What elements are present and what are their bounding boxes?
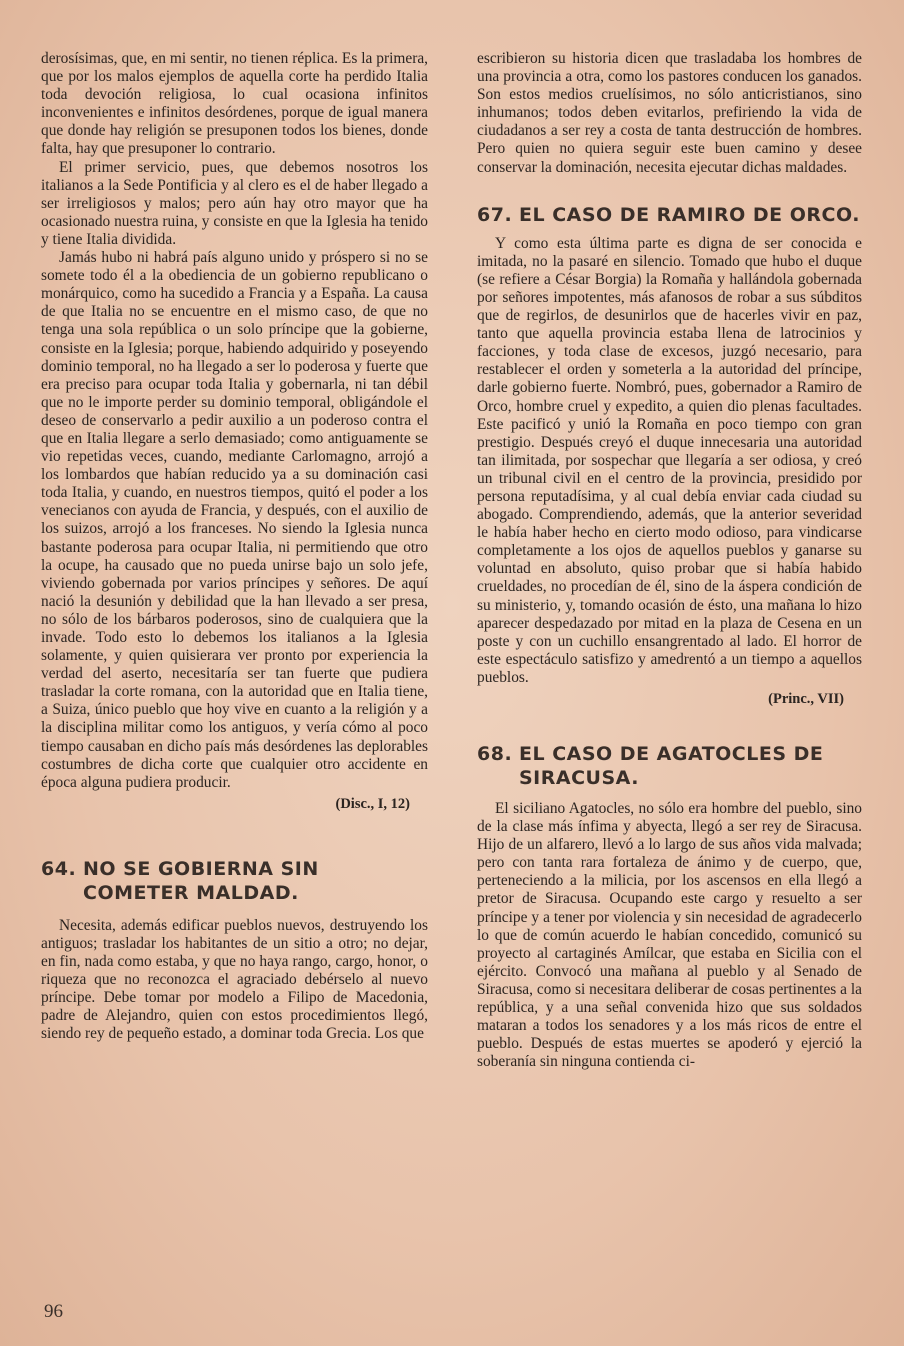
section-title: EL CASO DE RAMIRO DE ORCO. — [519, 203, 860, 226]
section-title: NO SE GOBIERNA SIN COMETER MALDAD. — [83, 857, 319, 904]
paragraph: Necesita, además edificar pueblos nuevos, destruyendo los antiguos; trasladar los habitantes de un sitio a otro; no dejar, en fin, nada como estaba, y que no haya rango, cargo, honor, o riqueza que no reconozca el agraciado debérselo al nuevo príncipe. Debe tomar por modelo a Filipo de Macedonia, padre de Alejandro, quien con estos procedimientos llegó, siendo rey de pequeño estado, a dominar toda Grecia. Los que — [41, 916, 428, 1043]
page-number: 96 — [44, 1301, 63, 1322]
paragraph: escribieron su historia dicen que trasladaba los hombres de una provincia a otra, como los pastores conducen los ganados. Son estos medios cruelísimos, no sólo anticristianos, sino inhumanos; todos deben evitarlos, prefiriendo la vida de ciudadanos a ser rey a costa de tanta destrucción de hombres. Pero quien no quiera seguir este buen camino y desee conservar la dominación, necesita ejecutar dichas maldades. — [477, 50, 862, 176]
section-title: EL CASO DE AGATOCLES DE SIRACUSA. — [519, 743, 824, 789]
paragraph: El primer servicio, pues, que debemos nosotros los italianos a la Sede Pontificia y al clero es el de haber llegado a ser irreligiosos y malos; pero aún hay otro mayor que ha ocasionado nuestra ruina, y consiste en que la Iglesia ha tenido y tiene Italia dividida. — [41, 158, 428, 248]
paragraph: El siciliano Agatocles, no sólo era hombre del pueblo, sino de la clase más ínfima y abyecta, llegó a ser rey de Siracusa. Hijo de un alfarero, llevó a lo largo de sus años vida malvada; pero con tanta rara fortaleza de ánimo y de cuerpo, que, perteneciendo a la milicia, por los ascensos en ella llegó a pretor de Siracusa. Ocupando este cargo y resuelto a ser príncipe y a tener por violencia y sin necesidad de agradecerlo lo que de común acuerdo le habían concedido, comunicó su proyecto al cartaginés Amílcar, que estaba en Sicilia con el ejército. Convocó una mañana al pueblo y al Senado de Siracusa, como si necesitara deliberar de cosas pertinentes a la república, y a una señal convenida hizo que sus soldados mataran a todos los senadores y a los más ricos de entre el pueblo. Después de estas muertes se apoderó y ejerció la soberanía sin ninguna contienda ci- — [477, 800, 862, 1071]
section-number: 68. — [477, 743, 513, 765]
section-heading-68 — [477, 742, 862, 790]
section-heading-67 — [477, 203, 862, 227]
section-heading-64 — [41, 857, 428, 905]
section-number: 64. — [41, 857, 77, 880]
citation: (Princ., VII) — [768, 691, 844, 707]
left-column — [41, 50, 428, 1044]
section-number: 67. — [477, 203, 513, 226]
paragraph: Jamás hubo ni habrá país alguno unido y próspero si no se somete todo él a la obediencia de un gobierno republicano o monárquico, como ha sucedido a Francia y a España. La causa de que Italia no se encuentre en el mismo caso, de que no tenga una sola república o un solo príncipe que la gobierne, consiste en la Iglesia; porque, habiendo adquirido y poseyendo dominio temporal, no ha llegado a ser lo poderosa y fuerte que era preciso para ocupar toda Italia y gobernarla, ni tan débil que no le importe perder su dominio temporal, obligándole el deseo de conservarlo a pedir auxilio a un poderoso contra el que en Italia llegare a serlo demasiado; como antiguamente se vio repetidas veces, cuando, mediante Carlomagno, arrojó a los lombardos que habían reducido ya a su dominación casi toda Italia, y cuando, en nuestros tiempos, quitó el poder a los venecianos con ayuda de Francia, y después, con el auxilio de los suizos, arrojó a los franceses. No siendo la Iglesia nunca bastante poderosa para ocupar Italia, ni permitiendo que otro la ocupe, ha causado que no pueda unirse bajo un solo jefe, viviendo gobernada por varios príncipes y señores. De aquí nació la desunión y debilidad que la han llevado a ser presa, no sólo de los bárbaros poderosos, sino de cualquiera que la invade. Todo esto lo debemos los italianos a la Iglesia solamente, y quien quisierara ver pronto por experiencia la verdad del aserto, necesitaría ser tan fuerte que pudiera trasladar la corte romana, con la autoridad que en Italia tiene, a Suiza, único pueblo que hoy vive en cuanto a la religión y a la disciplina militar como los antiguos, y vería cómo al poco tiempo causaban en dicho país más desórdenes las deplorables costumbres de dicha corte que cualquier otro accidente en época alguna pudiera producir. — [41, 249, 428, 791]
paragraph: derosísimas, que, en mi sentir, no tienen réplica. Es la primera, que por los malos ejemplos de aquella corte ha perdido Italia toda devoción religiosa, lo cual ocasiona infinitos inconvenientes e infinitos desórdenes, porque de igual manera que donde hay religión se presuponen todos los bienes, donde falta, hay que presuponer lo contrario. — [41, 50, 428, 158]
right-column — [477, 50, 862, 1071]
citation: (Disc., I, 12) — [335, 795, 410, 812]
paragraph: Y como esta última parte es digna de ser conocida e imitada, no la pasaré en silencio. Tomado que hubo el duque (se refiere a César Borgia) la Romaña y hallándola gobernada por señores impotentes, más afanosos de robar a sus súbditos que de regirlos, de desunirlos que de hacerles vivir en paz, tanto que aquella provincia estaba llena de latrocinios y facciones, y toda clase de excesos, juzgó necesario, para restablecer el orden y someterla a la autoridad del príncipe, darle gobierno fuerte. Nombró, pues, gobernador a Ramiro de Orco, hombre cruel y expedito, a quien dio plenas facultades. Este pacificó y unió la Romaña en poco tiempo con gran prestigio. Después creyó el duque innecesaria una autoridad tan ilimitada, por sospechar que llegaría a ser odiosa, y creó un tribunal civil en el centro de la provincia, presidido por persona reputadísima, y al cual debía enviar cada ciudad su abogado. Comprendiendo, además, que la anterior severidad le había haber hecho en cierto modo odioso, para vindicarse completamente a los ojos de aquellos pueblos y ganarse su voluntad en absoluto, quiso probar que si había habido crueldades, no procedían de él, sino de la áspera condición de su ministerio, y, tomando ocasión de ésto, una mañana lo hizo aparecer despedazado por mitad en la plaza de Cesena en un poste y con un cuchillo ensangrentado al lado. El horror de este espectáculo satisfizo y amedrentó a un tiempo a aquellos pueblos. — [477, 234, 862, 686]
